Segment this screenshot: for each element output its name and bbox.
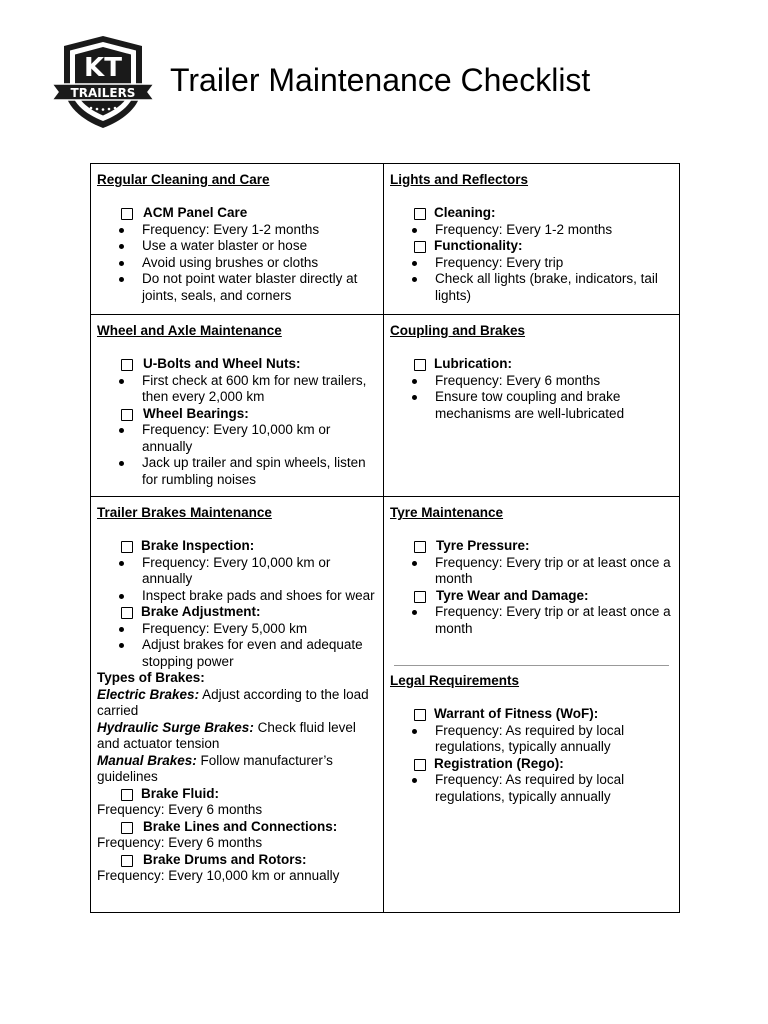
checkbox-icon[interactable] — [121, 855, 133, 867]
list-item: Frequency: Every 5,000 km — [97, 621, 377, 638]
list-item: Ensure tow coupling and brake mechanisms are well-lubricated — [390, 389, 673, 422]
list-item: Frequency: Every 1-2 months — [97, 222, 377, 239]
frequency-text: Frequency: Every 6 months — [97, 802, 263, 817]
checkbox-icon[interactable] — [121, 789, 133, 801]
checkbox-icon[interactable] — [414, 359, 426, 371]
checkbox-icon[interactable] — [414, 591, 426, 603]
bullet-list — [390, 373, 673, 423]
checklist-item-cleaning[interactable] — [390, 205, 673, 222]
checklist-item-wheel-bearings[interactable] — [97, 406, 377, 423]
list-item: Avoid using brushes or cloths — [97, 255, 377, 272]
checklist-item-functionality[interactable] — [390, 238, 673, 255]
checklist-item-tyre-pressure[interactable] — [390, 538, 673, 555]
bullet-list — [390, 255, 673, 305]
section-title: Tyre Maintenance — [390, 505, 504, 520]
logo-trailers-text: TRAILERS — [70, 86, 136, 100]
checklist-item-brake-lines[interactable] — [97, 819, 377, 836]
list-item: Jack up trailer and spin wheels, listen for rumbling noises — [97, 455, 377, 488]
logo-kt-text: KT — [84, 53, 122, 83]
checklist-label: Brake Drums and Rotors: — [143, 851, 307, 867]
checkbox-icon[interactable] — [414, 541, 426, 553]
checklist-item-brake-fluid[interactable] — [97, 786, 377, 803]
checklist-label: ACM Panel Care — [143, 205, 248, 220]
checklist-item-acm-panel-care[interactable] — [97, 205, 377, 222]
section-lights-reflectors — [384, 164, 680, 315]
section-title: Trailer Brakes Maintenance — [97, 505, 272, 520]
checkbox-icon[interactable] — [414, 759, 426, 771]
section-title: Regular Cleaning and Care — [97, 172, 270, 187]
list-item: Frequency: Every trip or at least once a month — [390, 604, 673, 637]
checklist-item-tyre-wear[interactable] — [390, 588, 673, 605]
checkbox-icon[interactable] — [121, 359, 133, 371]
bullet-list — [390, 604, 673, 637]
checklist-label: Functionality: — [434, 238, 523, 253]
checklist-label: Tyre Wear and Damage: — [436, 587, 589, 603]
checklist-label: Registration (Rego): — [434, 755, 564, 771]
kt-trailers-logo — [50, 32, 156, 132]
checklist-table — [90, 163, 680, 913]
brake-type-hydraulic — [97, 720, 377, 753]
brake-type-text: Follow manufacturer’s guidelines — [97, 752, 333, 784]
list-item: Frequency: Every 1-2 months — [390, 222, 673, 239]
checklist-label: U-Bolts and Wheel Nuts: — [143, 356, 301, 371]
checkbox-icon[interactable] — [121, 409, 133, 421]
checklist-label: Tyre Pressure: — [436, 538, 530, 553]
checkbox-icon[interactable] — [121, 822, 133, 834]
section-tyre-legal — [384, 497, 680, 913]
list-item: Adjust brakes for even and adequate stopping power — [97, 637, 377, 670]
section-divider — [394, 665, 669, 666]
checklist-label: Cleaning: — [434, 205, 496, 220]
brake-type-text: Check fluid level and actuator tension — [97, 719, 356, 751]
checklist-label: Brake Lines and Connections: — [143, 818, 338, 834]
bullet-list — [390, 723, 673, 756]
checklist-item-registration[interactable] — [390, 756, 673, 773]
bullet-list — [97, 222, 377, 305]
checkbox-icon[interactable] — [121, 208, 133, 220]
brake-type-manual — [97, 753, 377, 786]
brake-type-name: Manual Brakes: — [97, 752, 197, 768]
list-item: Frequency: Every trip or at least once a month — [390, 555, 673, 588]
section-wheel-axle — [91, 315, 384, 497]
checklist-label: Brake Fluid: — [141, 785, 220, 801]
section-trailer-brakes — [91, 497, 384, 913]
page-title: Trailer Maintenance Checklist — [170, 62, 591, 98]
section-title: Lights and Reflectors — [390, 172, 529, 187]
list-item: First check at 600 km for new trailers, then every 2,000 km — [97, 373, 377, 406]
checklist-label: Lubrication: — [434, 356, 512, 371]
checklist-label: Brake Inspection: — [141, 538, 255, 553]
section-title: Wheel and Axle Maintenance — [97, 323, 282, 338]
table-row — [91, 164, 680, 315]
checklist-label: Brake Adjustment: — [141, 604, 261, 619]
section-coupling-brakes — [384, 315, 680, 497]
section-title: Legal Requirements — [390, 673, 520, 688]
bullet-list — [97, 621, 377, 671]
checkbox-icon[interactable] — [414, 241, 426, 253]
checkbox-icon[interactable] — [121, 541, 133, 553]
section-regular-cleaning — [91, 164, 384, 315]
bullet-list — [97, 422, 377, 488]
table-row — [91, 497, 680, 913]
checklist-label: Wheel Bearings: — [143, 405, 249, 421]
list-item: Do not point water blaster directly at joints, seals, and corners — [97, 271, 377, 304]
table-row — [91, 315, 680, 497]
checklist-item-brake-drums-rotors[interactable] — [97, 852, 377, 869]
list-item: Use a water blaster or hose — [97, 238, 377, 255]
brake-type-name: Hydraulic Surge Brakes: — [97, 719, 254, 735]
checkbox-icon[interactable] — [414, 208, 426, 220]
frequency-text: Frequency: Every 10,000 km or annually — [97, 868, 340, 883]
list-item: Frequency: As required by local regulations, typically annually — [390, 723, 673, 756]
list-item: Frequency: Every 10,000 km or annually — [97, 422, 377, 455]
checkbox-icon[interactable] — [121, 607, 133, 619]
checklist-item-ubolts-wheel-nuts[interactable] — [97, 356, 377, 373]
bullet-list — [390, 222, 673, 239]
list-item: Inspect brake pads and shoes for wear — [97, 588, 377, 605]
checkbox-icon[interactable] — [414, 709, 426, 721]
types-of-brakes-heading: Types of Brakes: — [97, 670, 205, 685]
bullet-list — [390, 555, 673, 588]
checklist-item-lubrication[interactable] — [390, 356, 673, 373]
checklist-item-brake-inspection[interactable] — [97, 538, 377, 555]
list-item: Frequency: Every trip — [390, 255, 673, 272]
section-title: Coupling and Brakes — [390, 323, 526, 338]
frequency-text: Frequency: Every 6 months — [97, 835, 263, 850]
bullet-list — [97, 555, 377, 605]
brake-type-text: Adjust according to the load carried — [97, 686, 369, 718]
brake-type-name: Electric Brakes: — [97, 686, 200, 702]
list-item: Frequency: Every 10,000 km or annually — [97, 555, 377, 588]
list-item: Frequency: Every 6 months — [390, 373, 673, 390]
list-item: Check all lights (brake, indicators, tail lights) — [390, 271, 673, 304]
brake-type-electric — [97, 687, 377, 720]
checklist-label: Warrant of Fitness (WoF): — [434, 706, 599, 721]
bullet-list — [390, 772, 673, 805]
list-item: Frequency: As required by local regulations, typically annually — [390, 772, 673, 805]
bullet-list — [97, 373, 377, 406]
checklist-item-brake-adjustment[interactable] — [97, 604, 377, 621]
checklist-item-warrant-of-fitness[interactable] — [390, 706, 673, 723]
